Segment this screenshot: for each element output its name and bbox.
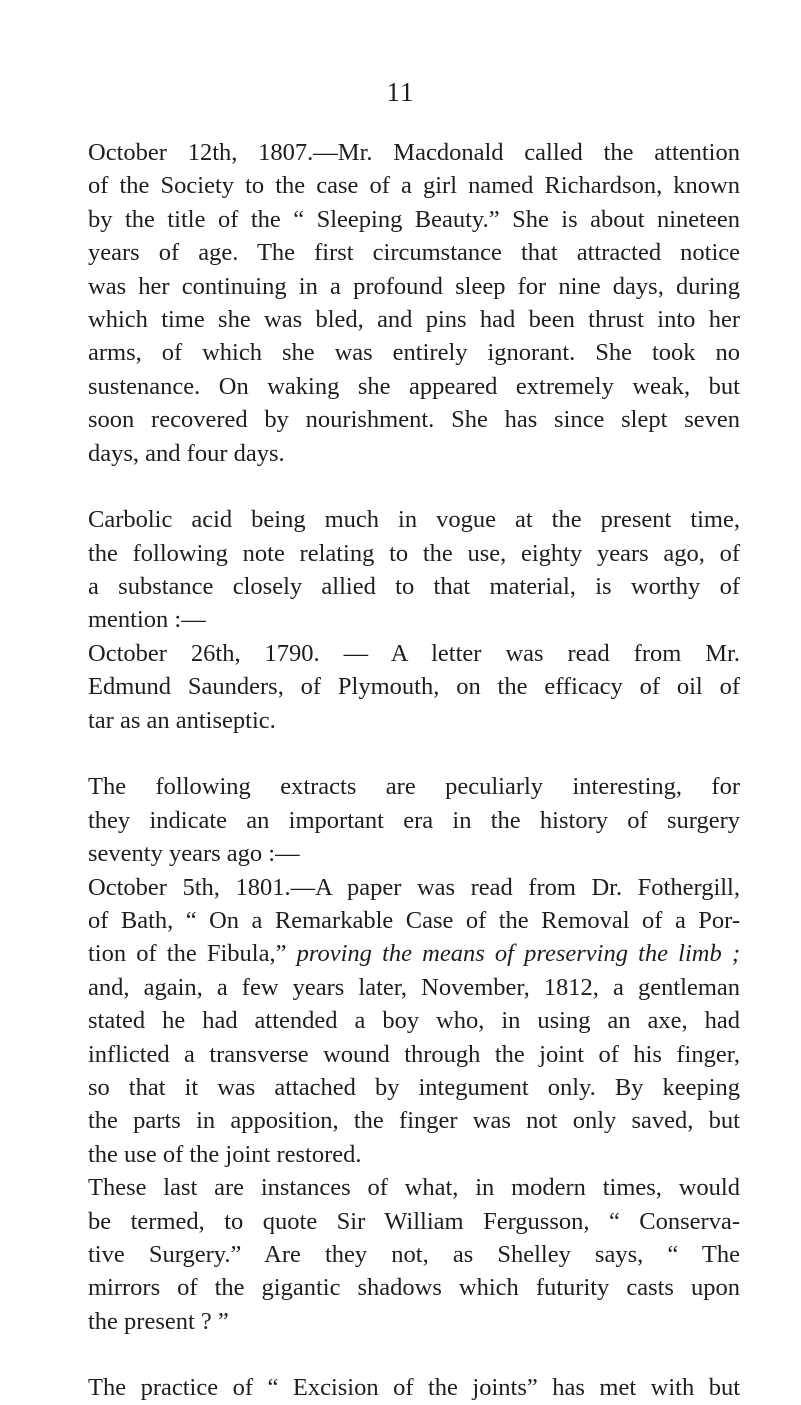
text-line: and, again, a few years later, November, 1812, a gentleman [88, 973, 740, 1001]
italic-text: proving the means of preserving the limb ; [296, 940, 740, 968]
text-line: of Bath, “ On a Remarkable Case of the Removal of a Por- [88, 906, 740, 934]
text-line: so that it was attached by integument only. By keeping [88, 1073, 740, 1101]
text-segment: tion of the Fibula,” [88, 940, 287, 968]
paragraph [88, 136, 740, 470]
text-line: the following note relating to the use, eighty years ago, of [88, 539, 740, 567]
text-line: Edmund Saunders, of Plymouth, on the efficacy of oil of [88, 673, 740, 701]
text-line: The following extracts are peculiarly interesting, for [88, 773, 740, 801]
text-line: the use of the joint restored. [88, 1140, 362, 1168]
text-line: a substance closely allied to that material, is worthy of [88, 573, 740, 601]
body-text [88, 136, 740, 1405]
paragraph [88, 871, 740, 1172]
paragraph-gap [88, 1338, 740, 1371]
text-line: tive Surgery.” Are they not, as Shelley says, “ The [88, 1240, 740, 1268]
paragraph [88, 637, 740, 737]
text-line: These last are instances of what, in modern times, would [88, 1174, 740, 1202]
text-line [88, 937, 740, 970]
text-line: years of age. The first circumstance that attracted notice [88, 239, 740, 267]
text-line: arms, of which she was entirely ignorant. She took no [88, 339, 740, 367]
text-line: seventy years ago :— [88, 840, 300, 868]
page-number: 11 [386, 77, 415, 107]
paragraph-gap [88, 737, 740, 770]
text-line: mirrors of the gigantic shadows which futurity casts upon [88, 1274, 740, 1302]
paragraph-gap [88, 470, 740, 503]
paragraph [88, 503, 740, 637]
text-line: tar as an antiseptic. [88, 706, 276, 734]
text-line: October 5th, 1801.—A paper was read from Dr. Fothergill, [88, 873, 740, 901]
text-line: be termed, to quote Sir William Fergusson, “ Conserva- [88, 1207, 740, 1235]
paragraph [88, 770, 740, 870]
text-line: was her continuing in a profound sleep for nine days, during [88, 272, 740, 300]
text-line: stated he had attended a boy who, in using an axe, had [88, 1007, 740, 1035]
text-line: October 12th, 1807.—Mr. Macdonald called the attention [88, 139, 740, 166]
text-line: sustenance. On waking she appeared extremely weak, but [88, 372, 740, 400]
text-line: by the title of the “ Sleeping Beauty.” She is about nineteen [88, 205, 740, 233]
text-line: October 26th, 1790. — A letter was read from Mr. [88, 639, 740, 667]
text-line: Carbolic acid being much in vogue at the present time, [88, 506, 740, 534]
paragraph [88, 1171, 740, 1338]
paragraph [88, 1371, 740, 1404]
text-line: soon recovered by nourishment. She has since slept seven [88, 406, 740, 434]
text-line: mention :— [88, 606, 206, 634]
text-line: The practice of “ Excision of the joints” has met with but [88, 1374, 740, 1402]
text-line: the parts in apposition, the finger was not only saved, but [88, 1107, 740, 1135]
text-line: inflicted a transverse wound through the joint of his finger, [88, 1040, 740, 1068]
text-line: the present ? ” [88, 1307, 229, 1335]
text-line: of the Society to the case of a girl named Richardson, known [88, 172, 740, 200]
text-line: they indicate an important era in the history of surgery [88, 806, 740, 834]
text-line: which time she was bled, and pins had been thrust into her [88, 305, 740, 333]
text-line: days, and four days. [88, 439, 285, 467]
